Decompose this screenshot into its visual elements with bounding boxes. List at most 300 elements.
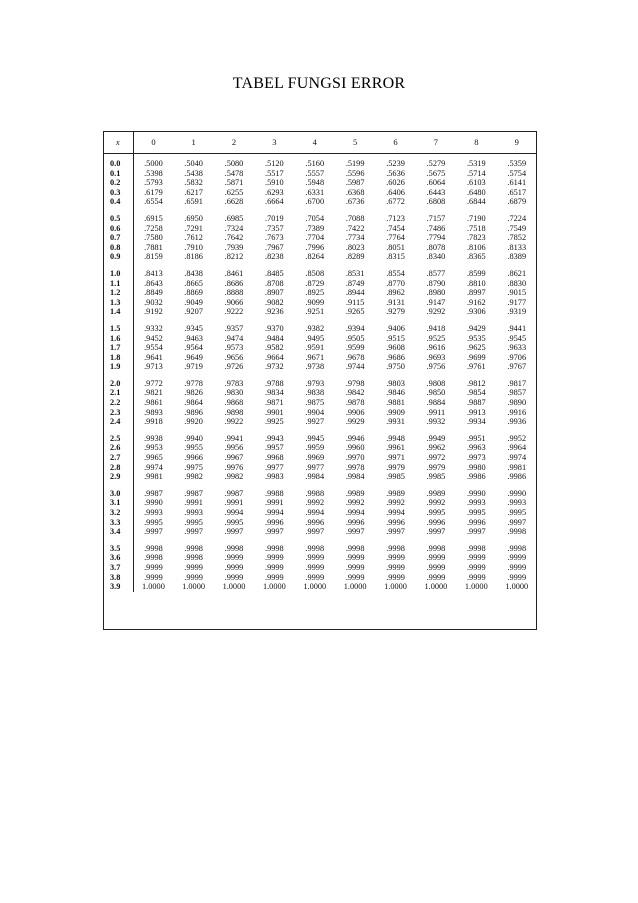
table-cell: .9998 bbox=[184, 543, 203, 553]
table-cell: .9997 bbox=[265, 527, 284, 537]
table-cell: .9993 bbox=[144, 508, 163, 517]
table-cell: .9995 bbox=[426, 508, 446, 517]
table-cell: .8980 bbox=[426, 288, 446, 298]
spacer-cell bbox=[416, 262, 456, 269]
table-row bbox=[103, 197, 537, 207]
table-cell: .5636 bbox=[386, 168, 405, 178]
table-cell: .8997 bbox=[466, 288, 486, 298]
table-cell: .9896 bbox=[184, 407, 203, 417]
table-cell: .9953 bbox=[144, 443, 163, 453]
table-cell: .7123 bbox=[386, 213, 405, 223]
spacer-cell bbox=[103, 427, 133, 434]
table-cell: .8413 bbox=[144, 268, 163, 278]
table-cell: .9977 bbox=[305, 462, 325, 472]
table-cell: .9535 bbox=[466, 333, 486, 343]
table-cell: .9992 bbox=[305, 498, 325, 508]
table-cell: .9918 bbox=[144, 417, 163, 427]
table-cell: .9292 bbox=[426, 307, 446, 317]
table-cell: .9980 bbox=[466, 462, 486, 472]
table-cell: .9999 bbox=[386, 553, 405, 563]
table-cell: .7324 bbox=[224, 223, 244, 233]
row-x-value: 0.0 bbox=[103, 159, 133, 169]
table-row bbox=[103, 279, 537, 289]
spacer-cell bbox=[456, 482, 496, 489]
table-cell: .9452 bbox=[144, 333, 163, 343]
table-row bbox=[103, 508, 537, 518]
row-x-value: 3.2 bbox=[103, 508, 133, 518]
table-cell: .9994 bbox=[224, 508, 244, 517]
table-cell: .8962 bbox=[386, 288, 405, 298]
table-cell: .9945 bbox=[305, 433, 325, 443]
table-cell: .9573 bbox=[224, 343, 244, 353]
table-cell: .9032 bbox=[144, 297, 163, 307]
row-x-value: 0.8 bbox=[103, 243, 133, 253]
table-cell: .9147 bbox=[426, 297, 446, 307]
spacer-cell bbox=[497, 427, 537, 434]
table-cell: .9999 bbox=[305, 572, 325, 582]
table-cell: .6736 bbox=[345, 197, 365, 207]
row-x-value: 2.2 bbox=[103, 398, 133, 408]
table-cell: .9998 bbox=[144, 553, 163, 563]
row-x-value: 3.6 bbox=[103, 553, 133, 563]
table-cell: .9927 bbox=[305, 417, 325, 427]
table-cell: .9998 bbox=[507, 527, 527, 537]
table-cell: .7734 bbox=[345, 233, 365, 243]
table-row bbox=[103, 307, 537, 317]
table-cell: .9987 bbox=[184, 488, 203, 498]
group-gap-row bbox=[103, 427, 537, 434]
table-cell: .9999 bbox=[184, 572, 203, 582]
spacer-cell bbox=[254, 262, 294, 269]
spacer-cell bbox=[295, 482, 335, 489]
table-cell: .9991 bbox=[265, 498, 284, 508]
table-cell: .7996 bbox=[305, 242, 325, 252]
table-cell: .9979 bbox=[386, 462, 405, 472]
row-x-value: 1.0 bbox=[103, 269, 133, 279]
table-cell: 1.0000 bbox=[505, 582, 529, 592]
table-cell: .9591 bbox=[305, 343, 325, 353]
table-row bbox=[103, 188, 537, 198]
table-cell: .8212 bbox=[224, 252, 244, 262]
table-row bbox=[103, 443, 537, 453]
table-cell: .9778 bbox=[184, 378, 203, 388]
table-row bbox=[103, 453, 537, 463]
table-cell: .9999 bbox=[144, 562, 163, 572]
row-x-value: 3.4 bbox=[103, 527, 133, 537]
table-cell: .9997 bbox=[305, 527, 325, 537]
table-cell: .9991 bbox=[224, 498, 244, 508]
table-cell: .9999 bbox=[386, 572, 405, 582]
table-cell: .9990 bbox=[144, 498, 163, 508]
table-cell: .9985 bbox=[386, 472, 405, 482]
table-cell: .5080 bbox=[224, 159, 244, 168]
table-cell: .9265 bbox=[345, 307, 365, 317]
spacer-cell bbox=[173, 262, 213, 269]
table-cell: .9999 bbox=[305, 553, 325, 563]
table-row bbox=[103, 362, 537, 372]
spacer-cell bbox=[335, 262, 375, 269]
row-x-value: 2.4 bbox=[103, 417, 133, 427]
table-cell: .9798 bbox=[345, 378, 365, 388]
table-cell: .5279 bbox=[426, 159, 446, 168]
table-cell: .9484 bbox=[265, 333, 284, 343]
table-cell: .9177 bbox=[507, 297, 527, 307]
table-cell: .9115 bbox=[345, 297, 365, 307]
spacer-cell bbox=[254, 317, 294, 324]
table-cell: .8106 bbox=[466, 242, 486, 252]
table-cell: .9999 bbox=[466, 562, 486, 572]
table-cell: .8133 bbox=[507, 242, 527, 252]
header-col-5: 5 bbox=[335, 131, 375, 154]
table-cell: .9968 bbox=[265, 453, 284, 463]
row-x-value: 1.3 bbox=[103, 298, 133, 308]
table-cell: .6844 bbox=[466, 197, 486, 207]
table-cell: .9222 bbox=[224, 307, 244, 317]
table-cell: .9997 bbox=[224, 527, 244, 537]
table-cell: .9049 bbox=[184, 297, 203, 307]
table-cell: .5910 bbox=[265, 178, 284, 188]
table-row bbox=[103, 417, 537, 427]
table-cell: .8665 bbox=[184, 278, 203, 288]
table-cell: .9960 bbox=[345, 443, 365, 453]
table-cell: .9949 bbox=[426, 433, 446, 443]
table-header-row bbox=[103, 131, 537, 154]
spacer-cell bbox=[133, 427, 173, 434]
table-cell: .9982 bbox=[224, 472, 244, 482]
spacer-cell bbox=[335, 427, 375, 434]
table-cell: .9995 bbox=[224, 517, 244, 527]
table-cell: .9978 bbox=[345, 462, 365, 472]
table-cell: .9987 bbox=[224, 488, 244, 498]
spacer-cell bbox=[497, 372, 537, 379]
table-cell: .7258 bbox=[144, 223, 163, 233]
table-row bbox=[103, 472, 537, 482]
table-cell: .8925 bbox=[305, 288, 325, 298]
table-cell: .9994 bbox=[265, 508, 284, 517]
spacer-cell bbox=[103, 207, 133, 214]
table-cell: .9345 bbox=[184, 323, 203, 333]
table-cell: .8159 bbox=[144, 252, 163, 262]
table-cell: .9830 bbox=[224, 388, 244, 398]
table-cell: .9664 bbox=[265, 352, 284, 362]
table-cell: .9999 bbox=[305, 562, 325, 572]
table-cell: .8869 bbox=[184, 288, 203, 298]
table-cell: .7967 bbox=[265, 242, 284, 252]
spacer-cell bbox=[375, 207, 415, 214]
table-cell: .9616 bbox=[426, 343, 446, 353]
spacer-cell bbox=[214, 317, 254, 324]
table-cell: .9996 bbox=[345, 517, 365, 527]
table-cell: .6700 bbox=[305, 197, 325, 207]
table-cell: .9994 bbox=[305, 508, 325, 517]
table-cell: .9554 bbox=[144, 343, 163, 353]
row-x-value: 3.9 bbox=[103, 582, 133, 592]
table-cell: .8790 bbox=[426, 278, 446, 288]
spacer-cell bbox=[173, 372, 213, 379]
header-col-9: 9 bbox=[497, 131, 537, 154]
spacer-cell bbox=[335, 482, 375, 489]
group-gap-row bbox=[103, 537, 537, 544]
spacer-cell bbox=[375, 537, 415, 544]
table-cell: .9985 bbox=[426, 472, 446, 482]
table-cell: .9913 bbox=[466, 407, 486, 417]
table-cell: .5040 bbox=[184, 159, 203, 168]
row-x-value: 1.8 bbox=[103, 353, 133, 363]
table-cell: .9999 bbox=[345, 572, 365, 582]
table-cell: .9998 bbox=[507, 543, 527, 553]
table-cell: .9976 bbox=[224, 462, 244, 472]
table-cell: .9922 bbox=[224, 417, 244, 427]
spacer-cell bbox=[214, 262, 254, 269]
table-cell: .9332 bbox=[144, 323, 163, 333]
table-cell: 1.0000 bbox=[343, 582, 367, 592]
table-cell: .9936 bbox=[507, 417, 527, 427]
table-cell: .9564 bbox=[184, 343, 203, 353]
table-cell: .9999 bbox=[507, 562, 527, 572]
table-row bbox=[103, 178, 537, 188]
table-cell: .9750 bbox=[386, 362, 405, 372]
spacer-cell bbox=[173, 317, 213, 324]
table-cell: .7389 bbox=[305, 223, 325, 233]
table-cell: .9817 bbox=[507, 378, 527, 388]
table-cell: .8315 bbox=[386, 252, 405, 262]
row-x-value: 0.7 bbox=[103, 233, 133, 243]
spacer-cell bbox=[335, 317, 375, 324]
table-row bbox=[103, 463, 537, 473]
spacer-cell bbox=[416, 537, 456, 544]
table-cell: .9406 bbox=[386, 323, 405, 333]
table-cell: .9999 bbox=[265, 562, 284, 572]
table-cell: .9772 bbox=[144, 378, 163, 388]
spacer-cell bbox=[254, 537, 294, 544]
table-cell: .9582 bbox=[265, 343, 284, 353]
table-cell: .9999 bbox=[466, 553, 486, 563]
table-cell: .9996 bbox=[265, 517, 284, 527]
table-cell: .9974 bbox=[507, 453, 527, 463]
table-cell: .9990 bbox=[507, 488, 527, 498]
table-cell: .9719 bbox=[184, 362, 203, 372]
spacer-cell bbox=[335, 207, 375, 214]
table-cell: .9162 bbox=[466, 297, 486, 307]
table-cell: .6255 bbox=[224, 187, 244, 197]
spacer-cell bbox=[103, 482, 133, 489]
table-cell: .9788 bbox=[265, 378, 284, 388]
table-cell: .9656 bbox=[224, 352, 244, 362]
table-cell: .7881 bbox=[144, 242, 163, 252]
spacer-cell bbox=[103, 317, 133, 324]
table-cell: .9898 bbox=[224, 407, 244, 417]
table-cell: .9997 bbox=[507, 517, 527, 527]
spacer-cell bbox=[416, 207, 456, 214]
table-cell: .7910 bbox=[184, 242, 203, 252]
table-cell: 1.0000 bbox=[142, 582, 165, 592]
table-row bbox=[103, 269, 537, 279]
table-cell: .8289 bbox=[345, 252, 365, 262]
table-cell: .9991 bbox=[184, 498, 203, 508]
table-cell: .7704 bbox=[305, 233, 325, 243]
table-cell: .9969 bbox=[305, 453, 325, 463]
table-cell: .8485 bbox=[265, 268, 284, 278]
table-cell: .9982 bbox=[184, 472, 203, 482]
table-cell: .6179 bbox=[144, 187, 163, 197]
table-cell: .9999 bbox=[345, 562, 365, 572]
table-cell: .9981 bbox=[144, 472, 163, 482]
table-cell: .6554 bbox=[144, 197, 163, 207]
table-cell: .9925 bbox=[265, 417, 284, 427]
table-cell: .9767 bbox=[507, 362, 527, 372]
table-cell: .7291 bbox=[184, 223, 203, 233]
table-cell: .9963 bbox=[466, 443, 486, 453]
table-cell: .9394 bbox=[345, 323, 365, 333]
spacer-cell bbox=[254, 482, 294, 489]
table-cell: .9082 bbox=[265, 297, 284, 307]
table-cell: .9999 bbox=[507, 553, 527, 563]
spacer-cell bbox=[214, 372, 254, 379]
spacer-cell bbox=[133, 482, 173, 489]
table-cell: .9738 bbox=[305, 362, 325, 372]
table-cell: .9871 bbox=[265, 398, 284, 408]
table-cell: .9961 bbox=[386, 443, 405, 453]
table-row bbox=[103, 252, 537, 262]
table-cell: .6517 bbox=[507, 187, 527, 197]
table-cell: .9948 bbox=[386, 433, 405, 443]
header-col-7: 7 bbox=[416, 131, 456, 154]
table-cell: .8849 bbox=[144, 288, 163, 298]
table-cell: .8186 bbox=[184, 252, 203, 262]
table-cell: .9946 bbox=[345, 433, 365, 443]
spacer-cell bbox=[375, 372, 415, 379]
table-cell: .8729 bbox=[305, 278, 325, 288]
spacer-cell bbox=[416, 317, 456, 324]
table-cell: .9545 bbox=[507, 333, 527, 343]
table-cell: .5438 bbox=[184, 168, 203, 178]
table-cell: .7852 bbox=[507, 233, 527, 243]
spacer-cell bbox=[133, 317, 173, 324]
table-cell: .9972 bbox=[426, 453, 446, 463]
table-cell: .9970 bbox=[345, 453, 365, 463]
table-cell: .6217 bbox=[184, 187, 203, 197]
table-cell: .6443 bbox=[426, 187, 446, 197]
table-cell: .5517 bbox=[265, 168, 284, 178]
table-cell: .9952 bbox=[507, 433, 527, 443]
table-cell: .9931 bbox=[386, 417, 405, 427]
table-cell: .9911 bbox=[426, 407, 446, 417]
spacer-cell bbox=[103, 262, 133, 269]
table-cell: 1.0000 bbox=[464, 582, 488, 592]
table-cell: .9987 bbox=[144, 488, 163, 498]
table-cell: .9957 bbox=[265, 443, 284, 453]
spacer-cell bbox=[295, 427, 335, 434]
table-cell: .9904 bbox=[305, 407, 325, 417]
table-cell: .9429 bbox=[466, 323, 486, 333]
spacer-cell bbox=[416, 482, 456, 489]
table-cell: .9608 bbox=[386, 343, 405, 353]
table-cell: .9474 bbox=[224, 333, 244, 343]
spacer-cell bbox=[416, 372, 456, 379]
table-cell: .9306 bbox=[466, 307, 486, 317]
table-cell: .7580 bbox=[144, 233, 163, 243]
table-cell: .8238 bbox=[265, 252, 284, 262]
table-cell: .9515 bbox=[386, 333, 405, 343]
header-col-1: 1 bbox=[173, 131, 213, 154]
table-cell: .9370 bbox=[265, 323, 284, 333]
spacer-cell bbox=[295, 317, 335, 324]
table-cell: .9992 bbox=[426, 498, 446, 508]
table-cell: .9641 bbox=[144, 352, 163, 362]
table-row bbox=[103, 563, 537, 573]
table-cell: .9999 bbox=[224, 553, 244, 563]
spacer-cell bbox=[295, 372, 335, 379]
table-cell: .9996 bbox=[466, 517, 486, 527]
spacer-cell bbox=[214, 427, 254, 434]
table-cell: .9678 bbox=[345, 352, 365, 362]
table-cell: .6808 bbox=[426, 197, 446, 207]
spacer-cell bbox=[375, 482, 415, 489]
table-cell: .9998 bbox=[345, 543, 365, 553]
table-cell: .9998 bbox=[386, 543, 405, 553]
table-cell: .9995 bbox=[507, 508, 527, 517]
table-cell: .9934 bbox=[466, 417, 486, 427]
table-cell: .9977 bbox=[265, 462, 284, 472]
table-cell: .7422 bbox=[345, 223, 365, 233]
spacer-cell bbox=[416, 427, 456, 434]
spacer-cell bbox=[103, 372, 133, 379]
row-x-value: 0.1 bbox=[103, 169, 133, 179]
table-cell: .9649 bbox=[184, 352, 203, 362]
table-row bbox=[103, 324, 537, 334]
table-cell: .9875 bbox=[305, 398, 325, 408]
table-cell: .6591 bbox=[184, 197, 203, 207]
table-cell: .9964 bbox=[507, 443, 527, 453]
table-cell: .6915 bbox=[144, 213, 163, 223]
table-cell: .9974 bbox=[144, 462, 163, 472]
table-cell: .9998 bbox=[466, 543, 486, 553]
table-cell: .5714 bbox=[466, 168, 486, 178]
table-cell: .9995 bbox=[144, 517, 163, 527]
spacer-cell bbox=[295, 207, 335, 214]
table-cell: .5987 bbox=[345, 178, 365, 188]
table-cell: .9864 bbox=[184, 398, 203, 408]
table-cell: .5359 bbox=[507, 159, 527, 168]
table-row bbox=[103, 544, 537, 554]
table-cell: .9932 bbox=[426, 417, 446, 427]
table-cell: .9881 bbox=[386, 398, 405, 408]
table-cell: .9941 bbox=[224, 433, 244, 443]
spacer-cell bbox=[173, 482, 213, 489]
table-cell: .9986 bbox=[507, 472, 527, 482]
table-cell: .9965 bbox=[144, 453, 163, 463]
table-cell: .6879 bbox=[507, 197, 527, 207]
table-cell: .9998 bbox=[265, 543, 284, 553]
spacer-cell bbox=[133, 262, 173, 269]
table-cell: .9909 bbox=[386, 407, 405, 417]
row-x-value: 2.7 bbox=[103, 453, 133, 463]
table-cell: .8621 bbox=[507, 268, 527, 278]
table-cell: .9418 bbox=[426, 323, 446, 333]
table-cell: .9686 bbox=[386, 352, 405, 362]
table-cell: .7088 bbox=[345, 213, 365, 223]
table-row bbox=[103, 398, 537, 408]
table-cell: .9884 bbox=[426, 398, 446, 408]
table-cell: .9868 bbox=[224, 398, 244, 408]
table-cell: .8770 bbox=[386, 278, 405, 288]
table-cell: 1.0000 bbox=[303, 582, 327, 592]
table-cell: .7019 bbox=[265, 213, 284, 223]
group-gap-row bbox=[103, 262, 537, 269]
table-row bbox=[103, 434, 537, 444]
table-cell: .9192 bbox=[144, 307, 163, 317]
table-cell: .8340 bbox=[426, 252, 446, 262]
